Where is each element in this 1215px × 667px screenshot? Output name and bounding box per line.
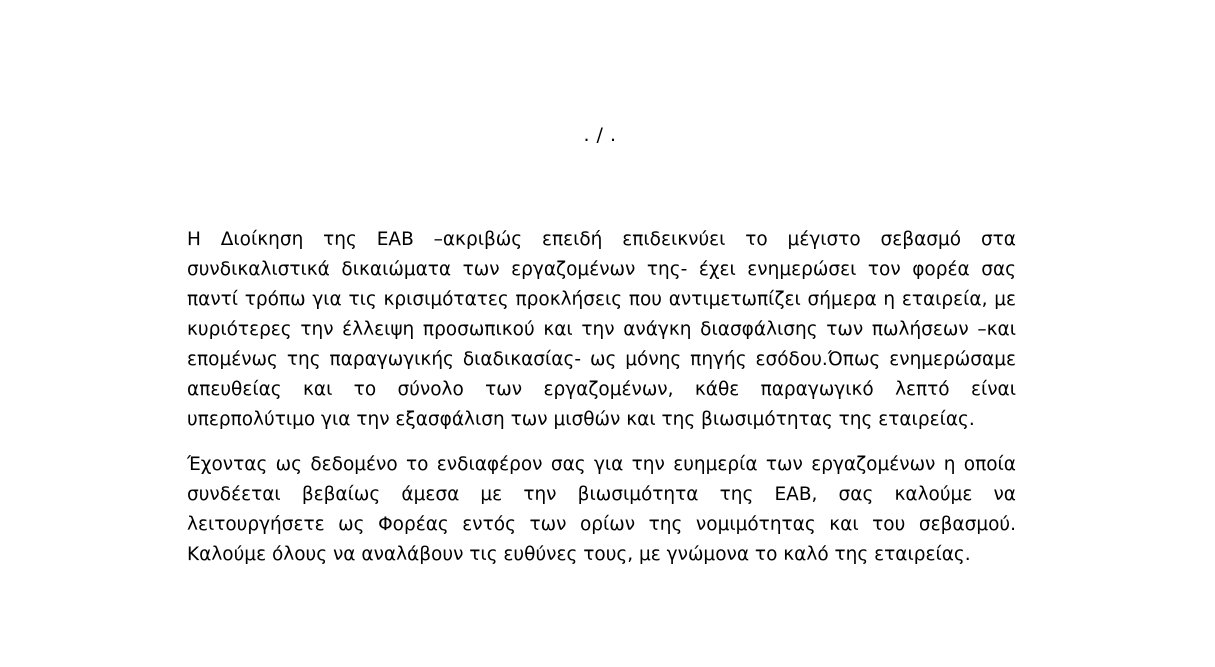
paragraph-line: συνδικαλιστικά δικαιώματα των εργαζομένων της- έχει ενημερώσει τον φορέα σας — [187, 259, 1016, 280]
paragraph-line: απευθείας και το σύνολο των εργαζομένων, κάθε παραγωγικό λεπτό είναι — [187, 379, 1016, 400]
paragraph-line: παντί τρόπω για τις κρισιμότατες προκλήσεις που αντιμετωπίζει σήμερα η εταιρεία, με — [187, 289, 1016, 310]
letter-body — [187, 225, 1016, 570]
paragraph-1 — [187, 225, 1016, 435]
paragraph-line: κυριότερες την έλλειψη προσωπικού και την ανάγκη διασφάλισης των πωλήσεων –και — [187, 319, 1016, 340]
paragraph-line: Η Διοίκηση της ΕΑΒ –ακριβώς επειδή επιδεικνύει το μέγιστο σεβασμό στα — [187, 229, 1016, 250]
paragraph-line: Έχοντας ως δεδομένο το ενδιαφέρον σας για την ευημερία των εργαζομένων η οποία — [187, 454, 1016, 475]
paragraph-line: Καλούμε όλους να αναλάβουν τις ευθύνες τους, με γνώμονα το καλό της εταιρείας. — [187, 544, 971, 565]
paragraph-line: λειτουργήσετε ως Φορέας εντός των ορίων της νομιμότητας και του σεβασμού. — [187, 514, 1016, 535]
paragraph-line: συνδέεται βεβαίως άμεσα με την βιωσιμότητα της ΕΑΒ, σας καλούμε να — [187, 484, 1016, 505]
paragraph-2 — [187, 450, 1016, 570]
page-separator: . / . — [583, 124, 617, 146]
paragraph-line: επομένως της παραγωγικής διαδικασίας- ως μόνης πηγής εσόδου.Όπως ενημερώσαμε — [187, 349, 1016, 370]
paragraph-line: υπερπολύτιμο για την εξασφάλιση των μισθών και της βιωσιμότητας της εταιρείας. — [187, 409, 975, 430]
